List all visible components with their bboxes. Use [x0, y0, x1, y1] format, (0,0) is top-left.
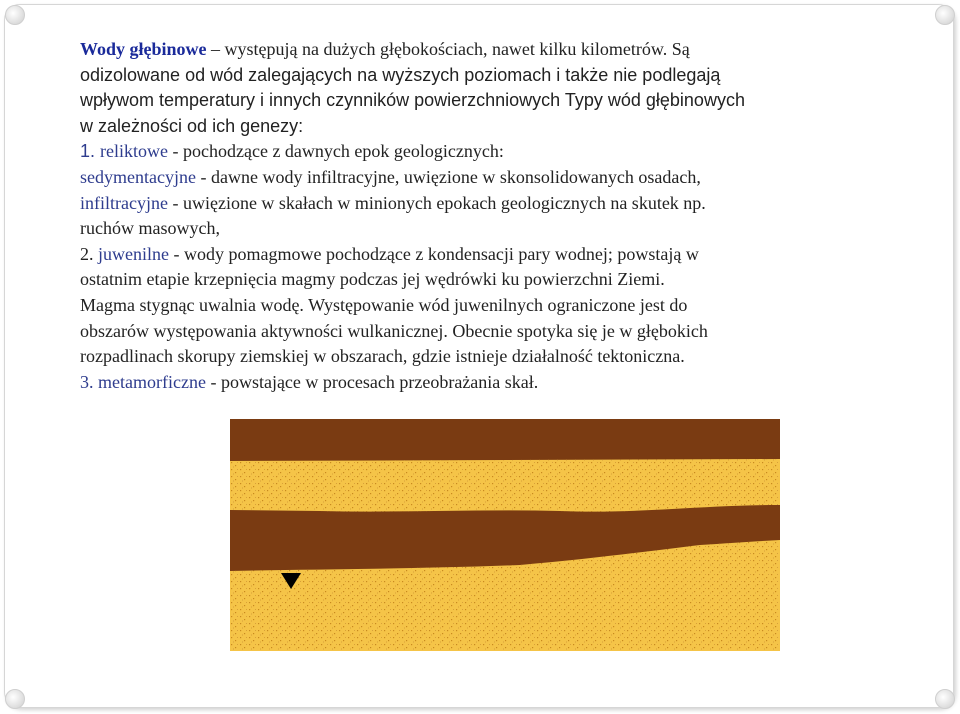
item-description: rozpadlinach skorupy ziemskiej w obszarach, gdzie istnieje działalność tektoniczna.	[80, 346, 685, 367]
slide-text	[80, 37, 870, 395]
item-number: 1.	[80, 141, 101, 162]
intro-line: w zależności od ich genezy:	[80, 115, 304, 136]
intro-line: występują na dużych głębokościach, nawet kilku kilometrów. Są	[224, 39, 690, 59]
list-item-metamorficzne	[80, 370, 870, 396]
corner-decoration	[5, 689, 25, 709]
sub-item-infiltracyjne	[80, 191, 870, 242]
intro-line: odizolowane od wód zalegających na wyższych poziomach i także nie podlegają	[80, 64, 721, 85]
geology-layers-diagram	[230, 419, 780, 651]
corner-decoration	[935, 689, 955, 709]
item-number: 2.	[80, 243, 98, 264]
item-term: metamorficzne	[98, 371, 206, 392]
slide-title: Wody głębinowe	[80, 39, 207, 59]
item-description: - pochodzące z dawnych epok geologicznych:	[168, 141, 504, 162]
item-description: - powstające w procesach przeobrażania skał.	[205, 371, 539, 392]
sub-item-description: - dawne wody infiltracyjne, uwięzione w skonsolidowanych osadach,	[195, 166, 701, 187]
corner-decoration	[5, 5, 25, 25]
intro-paragraph	[80, 37, 870, 139]
item-number: 3.	[80, 371, 98, 392]
sub-item-description: - uwięzione w skałach w minionych epokach geologicznych na skutek np.	[167, 192, 706, 213]
item-term: juwenilne	[98, 243, 169, 264]
corner-decoration	[935, 5, 955, 25]
item-description: obszarów występowania aktywności wulkanicznej. Obecnie spotyka się je w głębokich	[80, 320, 708, 341]
title-dash: –	[206, 39, 225, 59]
sub-item-term: infiltracyjne	[80, 192, 168, 213]
sub-item-term: sedymentacyjne	[80, 166, 196, 187]
item-description: - wody pomagmowe pochodzące z kondensacji pary wodnej; powstają w	[168, 243, 699, 264]
list-item-juwenilne	[80, 242, 870, 370]
item-description: Magma stygnąc uwalnia wodę. Występowanie wód juwenilnych ograniczone jest do	[80, 294, 688, 315]
intro-line: wpływom temperatury i innych czynników powierzchniowych Typy wód głębinowych	[80, 90, 745, 111]
item-term: reliktowe	[100, 141, 168, 162]
list-item-reliktowe	[80, 139, 870, 165]
sub-item-description: ruchów masowych,	[80, 218, 220, 239]
sub-item-sedymentacyjne	[80, 165, 870, 191]
item-description: ostatnim etapie krzepnięcia magmy podczas jej wędrówki ku powierzchni Ziemi.	[80, 269, 665, 290]
